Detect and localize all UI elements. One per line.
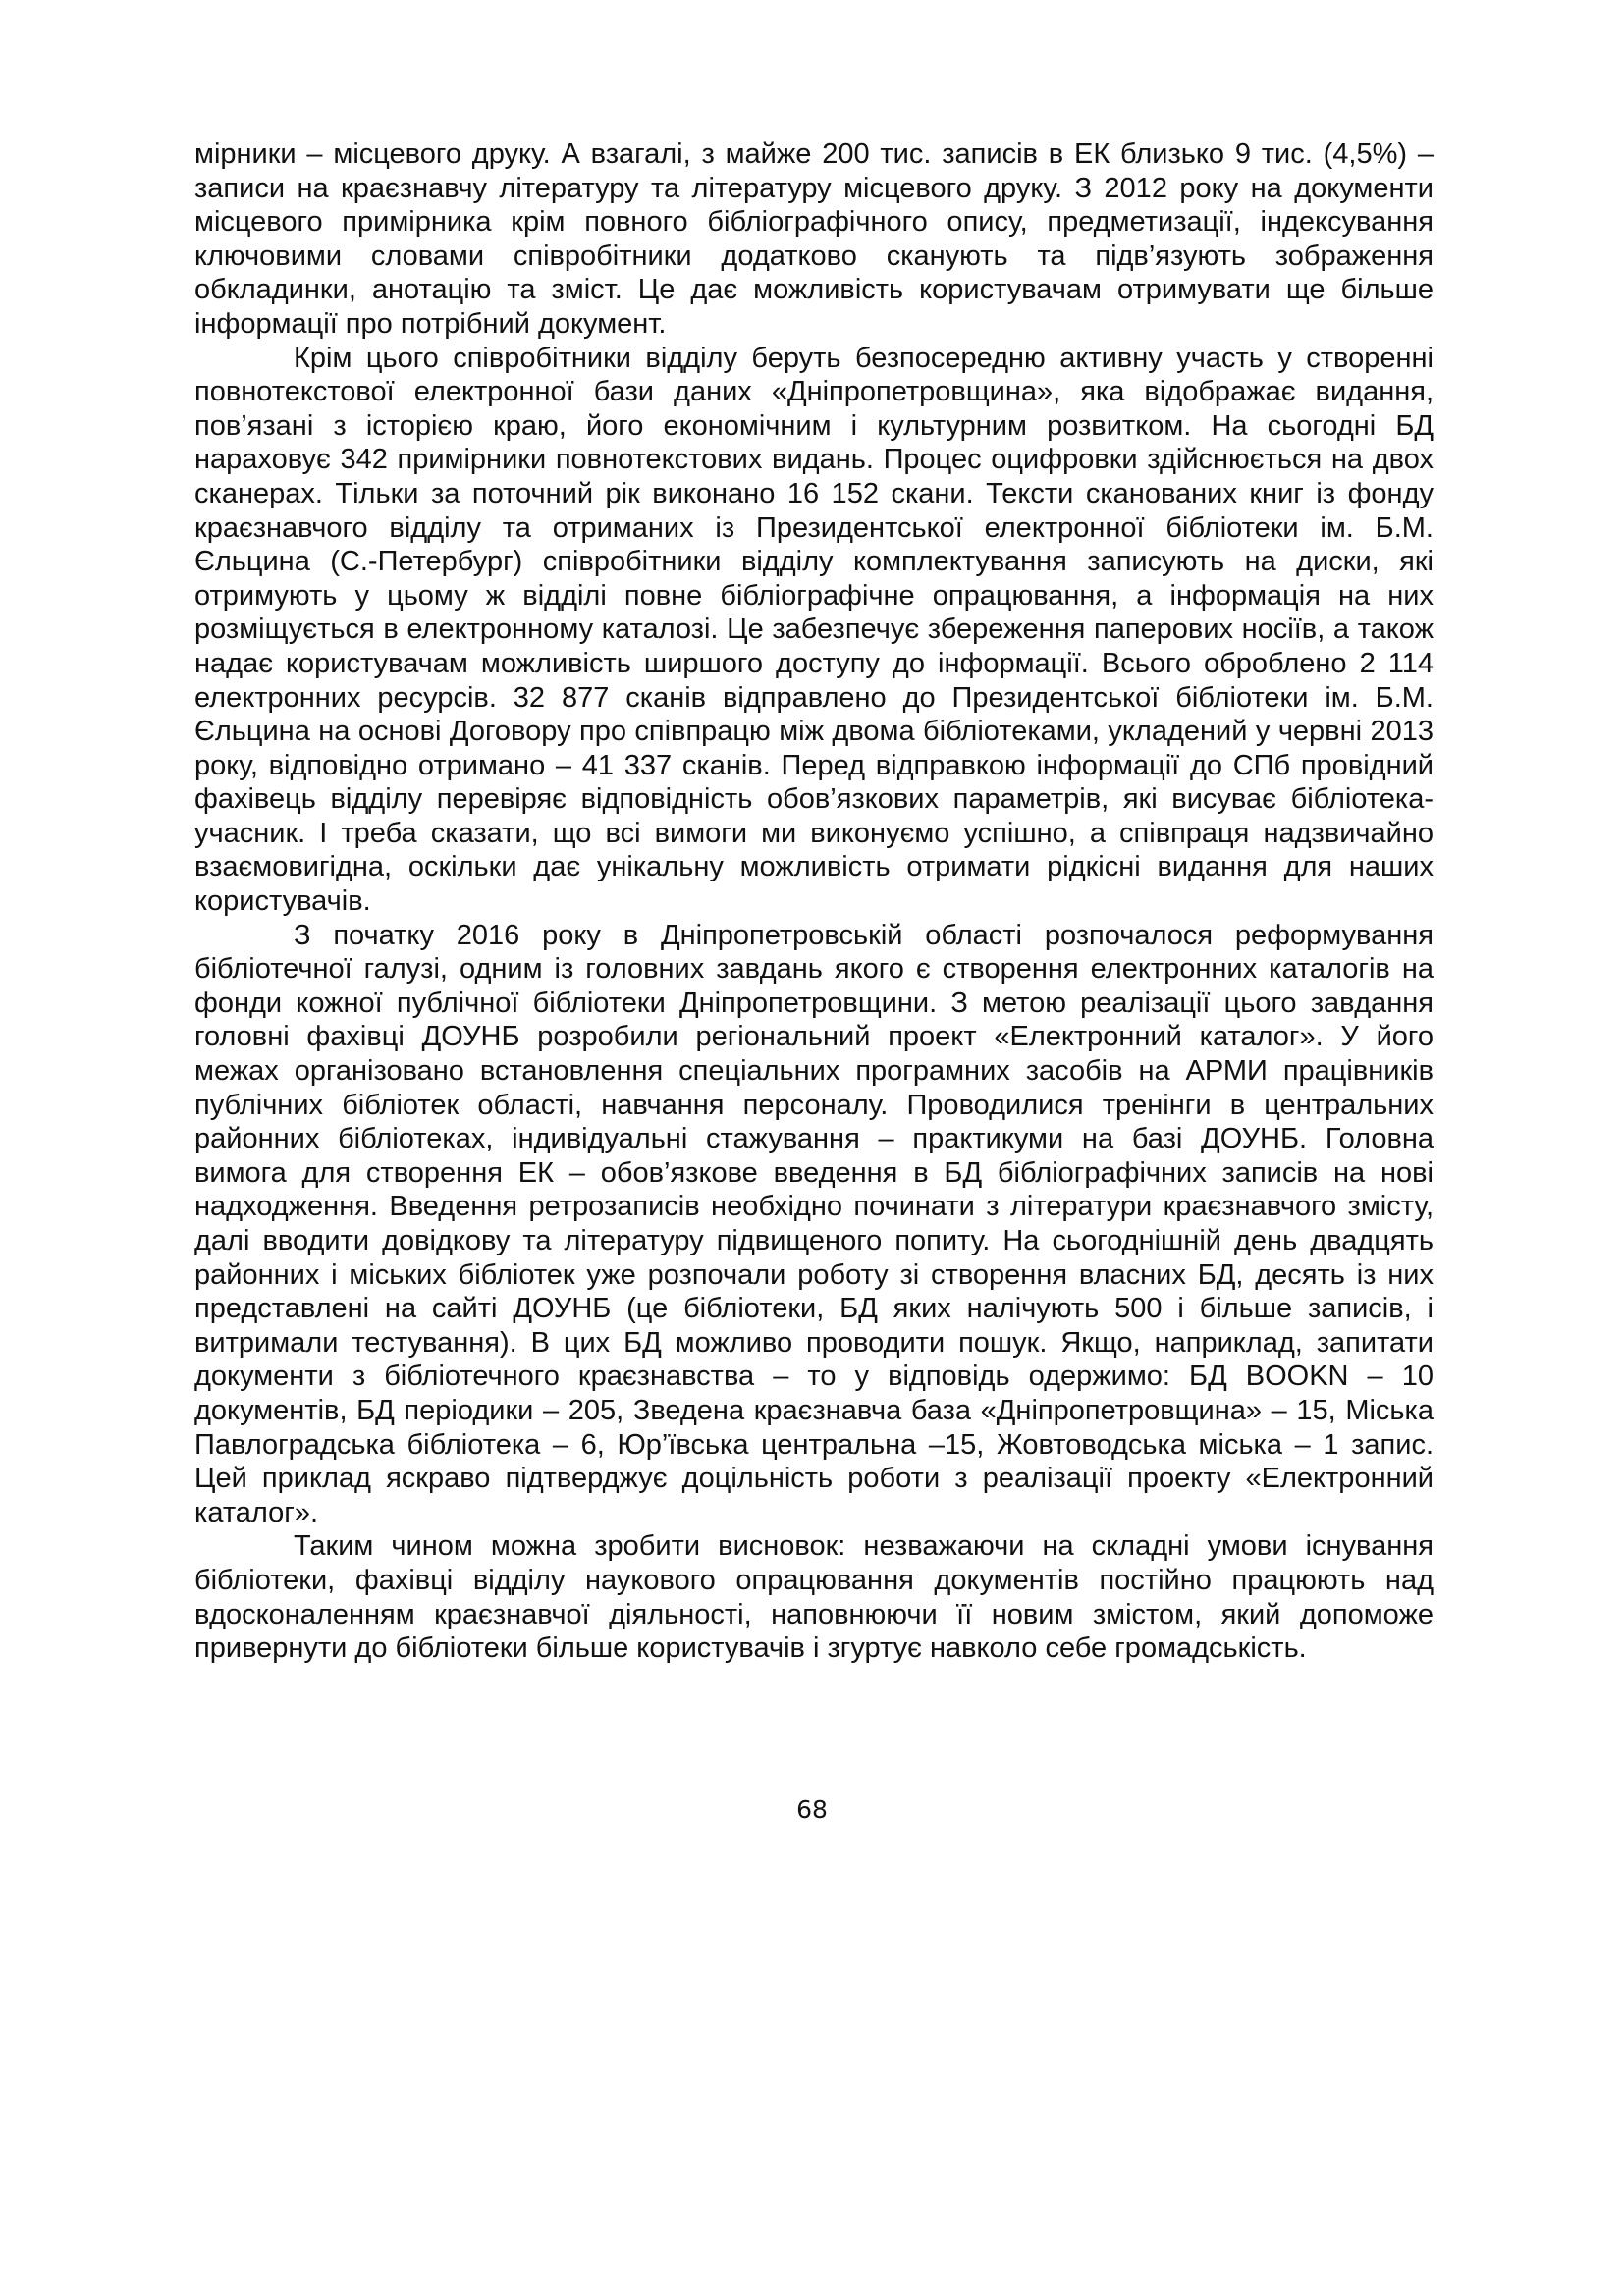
page-number: 68	[796, 1795, 828, 1824]
paragraph-full-text-database: Крім цього співробітники відділу беруть безпосередню активну участь у створенні повнотекстової електронної бази даних «Дніпропетровщина», яка відображає видання, пов’язані з історією краю, його економічним і культурним розвитком. На сьогодні БД нараховує 342 примірники повнотекстових видань. Процес оцифровки здійснюється на двох сканерах. Тільки за поточний рік виконано 16 152 скани. Тексти сканованих книг із фонду краєзнавчого відділу та отриманих із Президентської електронної бібліотеки ім. Б.М. Єльцина (С.-Петербург) співробітники відділу комплектування записують на диски, які отримують у цьому ж відділі повне бібліографічне опрацювання, а інформація на них розміщується в електронному каталозі. Це забезпечує збереження паперових носіїв, а також надає користувачам можливість ширшого доступу до інформації. Всього оброблено 2 114 електронних ресурсів. 32 877 сканів відправлено до Президентської бібліотеки ім. Б.М. Єльцина на основі Договору про співпрацю між двома бібліотеками, укладений у червні 2013 року, відповідно отримано – 41 337 сканів. Перед відправкою інформації до СПб провідний фахівець відділу перевіряє відповідність обов’язкових параметрів, які висуває бібліотека-учасник. І треба сказати, що всі вимоги ми виконуємо успішно, а співпраця надзвичайно взаємовигідна, оскільки дає унікальну можливість отримати рідкісні видання для наших користувачів.	[194, 342, 1434, 918]
paragraph-electronic-catalog-project: З початку 2016 року в Дніпропетровській області розпочалося реформування бібліотечної галузі, одним із головних завдань якого є створення електронних каталогів на фонди кожної публічної бібліотеки Дніпропетровщини. З метою реалізації цього завдання головні фахівці ДОУНБ розробили регіональний проект «Електронний каталог». У його межах організовано встановлення спеціальних програмних засобів на АРМИ працівників публічних бібліотек області, навчання персоналу. Проводилися тренінги в центральних районних бібліотеках, індивідуальні стажування – практикуми на базі ДОУНБ. Головна вимога для створення ЕК – обов’язкове введення в БД бібліографічних записів на нові надходження. Введення ретрозаписів необхідно починати з літератури краєзнавчого змісту, далі вводити довідкову та літературу підвищеного попиту. На сьогоднішній день двадцять районних і міських бібліотек уже розпочали роботу зі створення власних БД, десять із них представлені на сайті ДОУНБ (це бібліотеки, БД яких налічують 500 і більше записів, і витримали тестування). В цих БД можливо проводити пошук. Якщо, наприклад, запитати документи з бібліотечного краєзнавства – то у відповідь одержимо: БД BOOKN – 10 документів, БД періодики – 205, Зведена краєзнавча база «Дніпропетровщина» – 15, Міська Павлоградська бібліотека – 6, Юр’ївська центральна –15, Жовтоводська міська – 1 запис. Цей приклад яскраво підтверджує доцільність роботи з реалізації проекту «Електронний каталог».	[194, 919, 1434, 1528]
paragraph-continuation: мірники – місцевого друку. А взагалі, з майже 200 тис. записів в ЕК близько 9 тис. (4,5%) – записи на краєзнавчу літературу та літературу місцевого друку. З 2012 року на документи місцевого примірника крім повного бібліографічного опису, предметизації, індексування ключовими словами співробітники додатково сканують та підв’язують зображення обкладинки, анотацію та зміст. Це дає можливість користувачам отримувати ще більше інформації про потрібний документ.	[194, 138, 1434, 340]
document-body	[194, 137, 1434, 1666]
paragraph-conclusion: Таким чином можна зробити висновок: незважаючи на складні умови існування бібліотеки, фахівці відділу наукового опрацювання документів постійно працюють над вдосконаленням краєзнавчої діяльності, наповнюючи її новим змістом, який допоможе привернути до бібліотеки більше користувачів і згуртує навколо себе громадськість.	[194, 1530, 1434, 1665]
